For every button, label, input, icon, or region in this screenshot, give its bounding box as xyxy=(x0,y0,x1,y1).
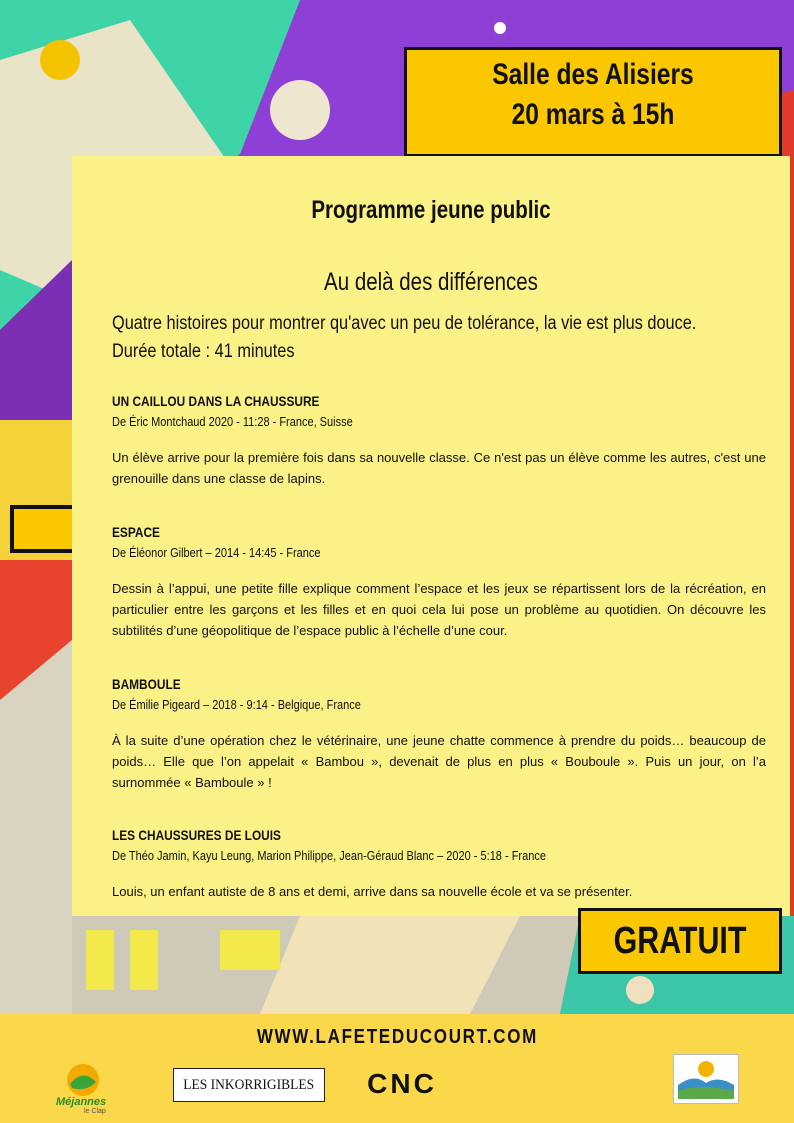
film-meta: De Théo Jamin, Kayu Leung, Marion Philippe, Jean-Géraud Blanc – 2020 - 5:18 - France xyxy=(112,849,546,863)
film-meta: De Émilie Pigeard – 2018 - 9:14 - Belgique, France xyxy=(112,698,361,712)
film-description: Un élève arrive pour la première fois dans sa nouvelle classe. Ce n'est pas un élève comme les autres, c'est une grenouille dans une classe de lapins. xyxy=(112,450,766,486)
film-item xyxy=(112,394,766,489)
program-title: Programme jeune public xyxy=(311,196,551,224)
film-title: BAMBOULE xyxy=(112,677,181,692)
website-link[interactable] xyxy=(0,1026,794,1049)
event-date: 20 mars à 15h xyxy=(511,98,675,131)
incorrigibles-text: LES INKORRIGIBLES xyxy=(183,1077,315,1093)
film-item xyxy=(112,828,766,902)
film-title: UN CAILLOU DANS LA CHAUSSURE xyxy=(112,394,320,409)
landscape-emblem-icon xyxy=(674,1055,738,1103)
film-item xyxy=(112,677,766,793)
venue-box xyxy=(404,47,782,157)
mejannes-name: Méjannes xyxy=(56,1096,107,1108)
film-meta: De Éric Montchaud 2020 - 11:28 - France, Suisse xyxy=(112,415,353,429)
website-url: WWW.LAFETEDUCOURT.COM xyxy=(256,1026,538,1048)
film-item xyxy=(112,525,766,641)
program-panel xyxy=(72,156,790,916)
venue-name: Salle des Alisiers xyxy=(492,58,694,91)
film-description: Louis, un enfant autiste de 8 ans et demi, arrive dans sa nouvelle école et va se présenter. xyxy=(112,884,633,899)
mejannes-logo xyxy=(50,1058,116,1116)
free-badge-label: GRATUIT xyxy=(613,920,747,962)
film-description: Dessin à l’appui, une petite fille explique comment l’espace et les jeux se répartissent lors de la récréation, en particulier entre les garçons et les filles et en quoi cela lui pose un problème au quotidien. On découvre les subtilités d’une géopolitique de l’espace public à l’échelle d’une cour. xyxy=(112,581,766,638)
program-intro xyxy=(112,310,792,366)
film-title: LES CHAUSSURES DE LOUIS xyxy=(112,828,281,843)
program-subtitle: Au delà des différences xyxy=(324,268,538,296)
film-title: ESPACE xyxy=(112,525,160,540)
community-logo xyxy=(673,1054,739,1104)
total-duration: Durée totale : 41 minutes xyxy=(112,341,295,362)
film-meta: De Éléonor Gilbert – 2014 - 14:45 - France xyxy=(112,546,321,560)
intro-text: Quatre histoires pour montrer qu'avec un peu de tolérance, la vie est plus douce. xyxy=(112,313,697,334)
film-description: À la suite d’une opération chez le vétérinaire, une jeune chatte commence à prendre du poids… beaucoup de poids… Elle que l’on appelait « Bambou », devenait de plus en plus « Bouboule ». Puis un jour, on l’a surnommée « Bamboule » ! xyxy=(112,733,766,790)
incorrigibles-logo xyxy=(173,1068,325,1102)
cnc-logo xyxy=(358,1068,446,1100)
free-badge xyxy=(578,908,782,974)
cnc-text: CNC xyxy=(367,1068,437,1099)
mejannes-sub: le Clap xyxy=(84,1108,106,1115)
